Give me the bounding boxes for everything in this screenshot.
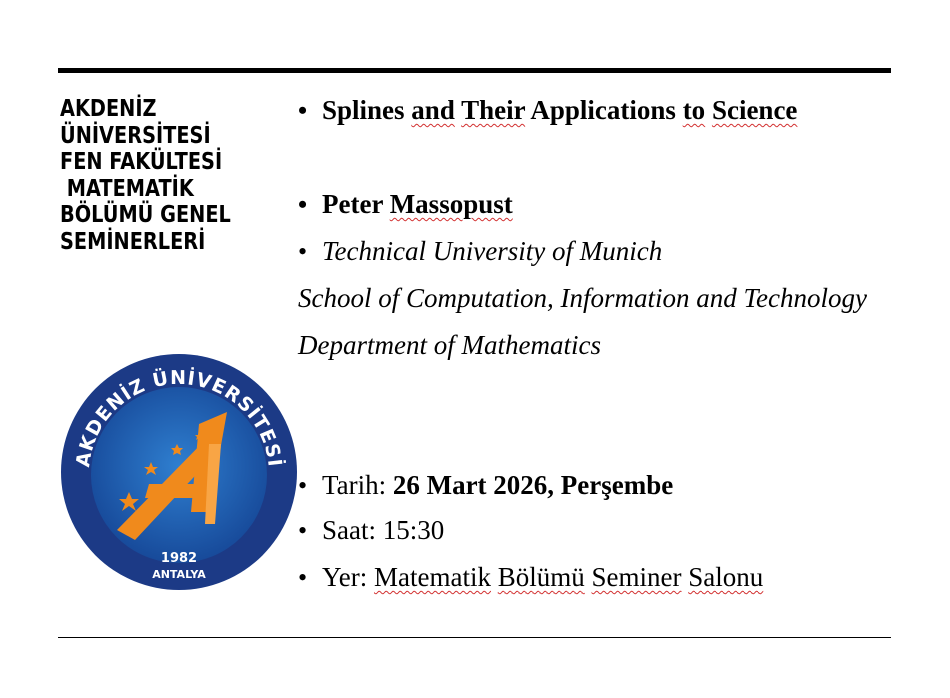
affiliation-text: Technical University of Munich — [322, 236, 663, 266]
speaker-name — [298, 189, 513, 220]
date-label: Tarih: — [322, 470, 393, 500]
department-line: AKDENİZ — [60, 96, 157, 122]
bullet-icon: • — [298, 516, 308, 545]
logo-year: 1982 — [160, 551, 198, 566]
place-label: Yer: — [322, 562, 375, 592]
seminar-time — [298, 515, 444, 546]
department-line: MATEMATİK — [60, 175, 194, 202]
department-line: BÖLÜMÜ GENEL — [60, 202, 231, 228]
speaker-last-name: Massopust — [389, 189, 513, 219]
time-label: Saat: — [322, 515, 383, 545]
bottom-rule — [58, 637, 891, 638]
title-word: to — [682, 95, 706, 125]
seminar-date — [298, 470, 673, 501]
department-heading — [60, 96, 262, 255]
place-word: Salonu — [688, 562, 764, 592]
speaker-affiliation — [298, 236, 662, 267]
speaker-first-name: Peter — [322, 189, 383, 219]
seminar-place — [298, 562, 763, 593]
date-value: 26 Mart 2026, Perşembe — [392, 470, 674, 500]
bullet-icon: • — [298, 563, 308, 592]
bullet-icon: • — [298, 237, 308, 266]
logo-city: ANTALYA — [152, 568, 206, 581]
department-line: ÜNİVERSİTESİ — [60, 122, 211, 149]
logo-ring-text: AKDENİZ ÜNİVERSİTESİ — [72, 366, 286, 469]
title-word: Their — [461, 95, 526, 125]
talk-title — [298, 95, 797, 126]
bullet-icon: • — [298, 190, 308, 219]
title-word: and — [411, 95, 455, 125]
title-word: Science — [711, 95, 798, 125]
title-word: Splines — [322, 95, 405, 125]
speaker-department: Department of Mathematics — [298, 330, 601, 360]
department-line: SEMİNERLERİ — [60, 228, 206, 255]
department-line: FEN FAKÜLTESİ — [60, 149, 223, 175]
speaker-school: School of Computation, Information and Technology — [298, 283, 867, 313]
university-logo — [59, 352, 299, 592]
place-word: Matematik — [374, 562, 491, 592]
place-word: Bölümü — [497, 562, 585, 592]
place-word: Seminer — [591, 562, 682, 592]
bullet-icon: • — [298, 471, 308, 500]
top-rule — [58, 68, 891, 73]
time-value: 15:30 — [382, 515, 445, 545]
title-word: Applications — [530, 95, 676, 125]
bullet-icon: • — [298, 96, 308, 125]
